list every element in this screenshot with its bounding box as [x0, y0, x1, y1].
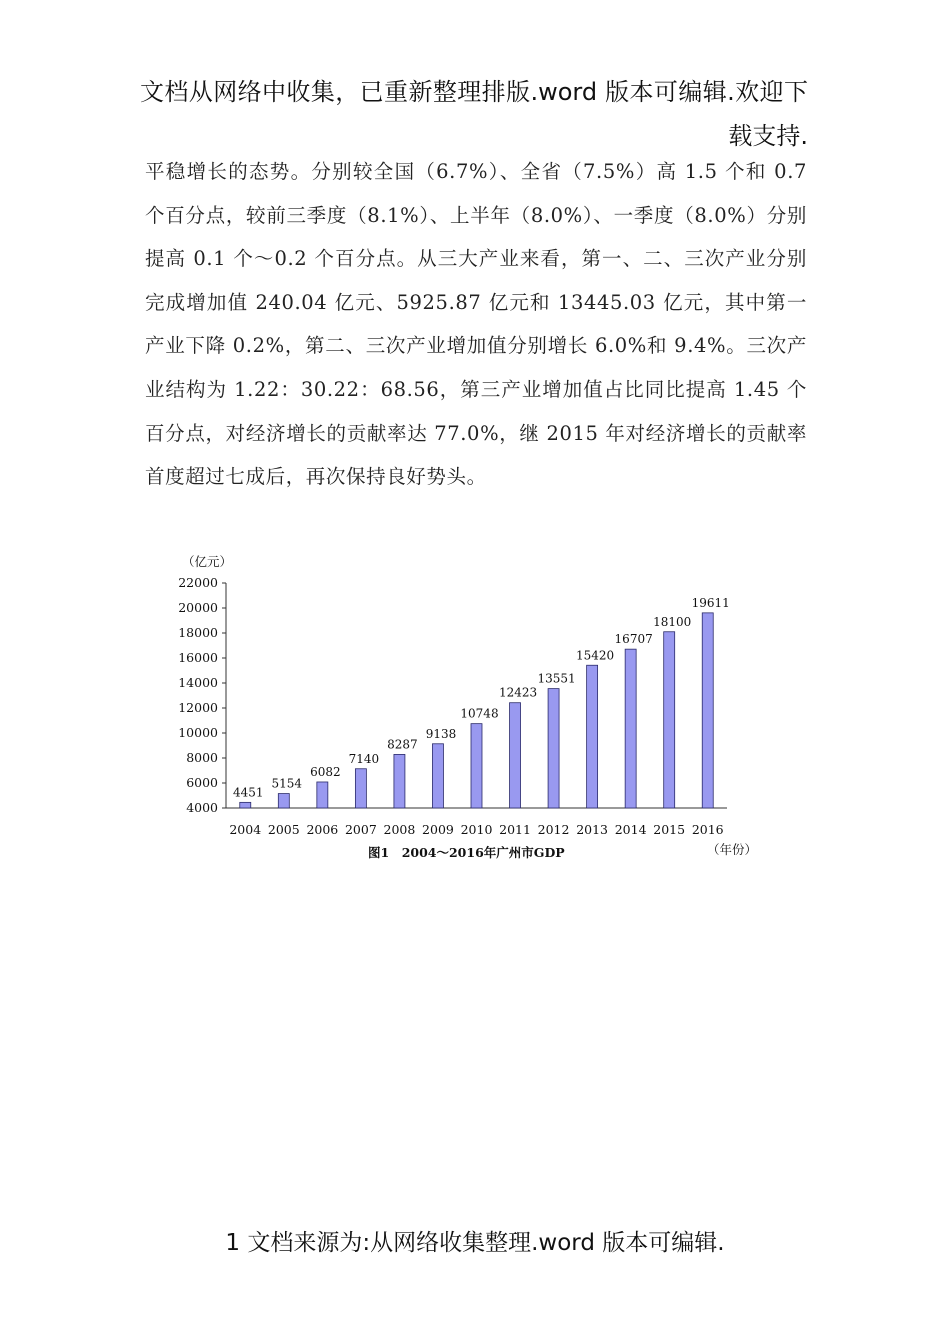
- x-tick-label: 2011: [499, 822, 531, 837]
- x-tick-label: 2007: [344, 822, 377, 837]
- y-tick-label: 22000: [178, 575, 218, 590]
- data-label-2005: 5154: [271, 776, 303, 791]
- bar-2005: [278, 794, 289, 808]
- data-label-2008: 8287: [387, 737, 418, 752]
- data-label-2006: 6082: [310, 764, 341, 779]
- chart-bars: [233, 596, 730, 808]
- y-tick-label: 8000: [186, 750, 218, 765]
- data-label-2011: 12423: [498, 685, 538, 700]
- bar-2009: [432, 744, 443, 808]
- data-label-2014: 16707: [614, 632, 653, 647]
- x-tick-label: 2016: [691, 822, 724, 837]
- y-tick-label: 20000: [178, 600, 218, 615]
- bar-2007: [355, 769, 366, 808]
- data-label-2007: 7140: [348, 751, 380, 766]
- y-tick-label: 6000: [186, 775, 218, 790]
- x-tick-label: 2012: [537, 822, 570, 837]
- y-axis-ticks: [178, 575, 226, 815]
- y-tick-label: 12000: [178, 700, 218, 715]
- x-tick-label: 2006: [306, 822, 339, 837]
- data-label-2010: 10748: [460, 706, 499, 721]
- x-tick-label: 2014: [614, 822, 647, 837]
- y-tick-label: 16000: [178, 650, 218, 665]
- bar-2015: [664, 632, 675, 808]
- x-tick-label: 2010: [460, 822, 493, 837]
- bar-2006: [317, 782, 328, 808]
- x-tick-label: 2009: [422, 822, 454, 837]
- bar-2010: [471, 724, 482, 808]
- data-label-2009: 9138: [425, 726, 457, 741]
- data-label-2013: 15420: [576, 648, 615, 663]
- x-tick-label: 2004: [229, 822, 262, 837]
- y-axis-unit-label: （亿元）: [182, 554, 233, 569]
- x-axis-unit-label: （年份）: [707, 842, 758, 857]
- data-label-2016: 19611: [691, 595, 730, 610]
- x-axis-ticks: [229, 822, 723, 837]
- bar-2008: [394, 754, 405, 808]
- y-tick-label: 10000: [178, 725, 218, 740]
- x-tick-label: 2008: [383, 822, 416, 837]
- bar-2004: [240, 802, 251, 808]
- bar-2014: [625, 649, 636, 808]
- page-header: 文档从网络中收集，已重新整理排版.word 版本可编辑.欢迎下载支持.: [140, 78, 808, 150]
- bar-2012: [548, 689, 559, 808]
- x-tick-label: 2015: [653, 822, 686, 837]
- data-label-2004: 4451: [232, 785, 264, 800]
- body-paragraph: 平稳增长的态势。分别较全国（6.7%）、全省（7.5%）高 1.5 个和 0.7 个百分点，较前三季度（8.1%）、上半年（8.0%）、一季度（8.0%）分别提高 0.1 个～0.2 个百分点。从三大产业来看，第一、二、三次产业分别完成增加值 240.04 亿元、5925.87 亿元和 13445.03 亿元，其中第一产业下降 0.2%，第二、三次产业增加值分别增长 6.0%和 9.4%。三次产业结构为 1.22：30.22：68.56，第三产业增加值占比同比提高 1.45 个百分点，对经济增长的贡献率达 77.0%，继 2015 年对经济增长的贡献率首度超过七成后，再次保持良好势头。: [145, 160, 807, 489]
- bar-2011: [510, 703, 521, 808]
- page-footer: 1 文档来源为:从网络收集整理.word 版本可编辑.: [225, 1230, 725, 1256]
- data-label-2015: 18100: [653, 614, 692, 629]
- x-tick-label: 2013: [576, 822, 609, 837]
- y-tick-label: 14000: [178, 675, 218, 690]
- y-tick-label: 4000: [186, 800, 218, 815]
- data-label-2012: 13551: [537, 671, 576, 686]
- gdp-bar-chart: [0, 540, 950, 870]
- bar-2013: [587, 665, 598, 808]
- chart-title: 图1 2004～2016年广州市GDP: [368, 845, 565, 860]
- x-tick-label: 2005: [267, 822, 300, 837]
- y-tick-label: 18000: [178, 625, 218, 640]
- bar-2016: [702, 613, 713, 808]
